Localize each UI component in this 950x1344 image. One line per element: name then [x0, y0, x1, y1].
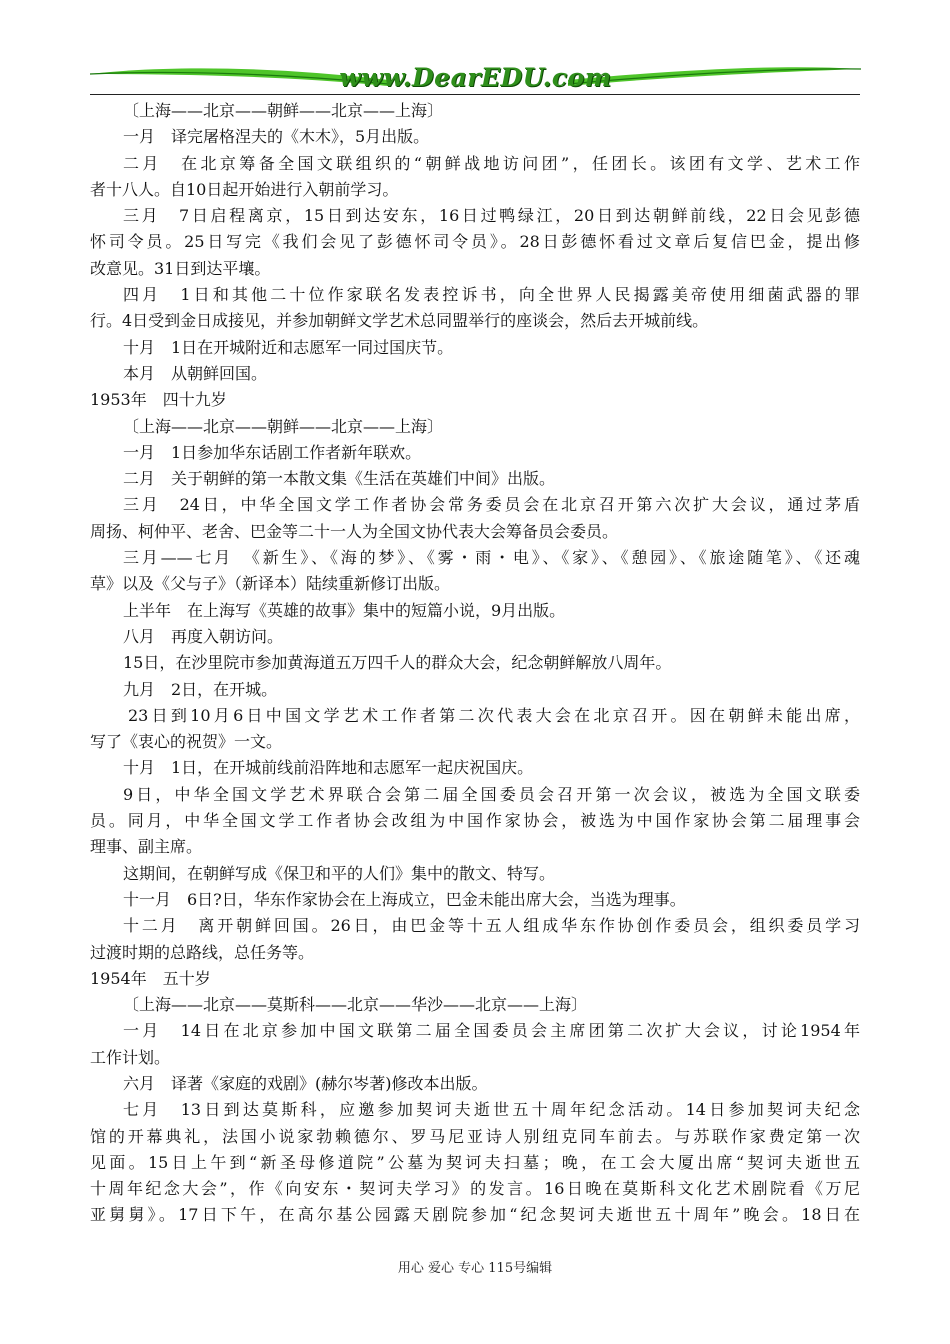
- text-line: 九月 2日，在开城。: [123, 679, 278, 699]
- site-header: [88, 60, 863, 96]
- text-line: 23日到10月6日中国文学艺术工作者第二次代表大会在北京召开。因在朝鲜未能出席，: [128, 705, 860, 725]
- header-rule: [90, 94, 860, 95]
- text-line: 十一月 6日?日，华东作家协会在上海成立，巴金未能出席大会，当选为理事。: [123, 889, 686, 909]
- text-line: 周扬、柯仲平、老舍、巴金等二十一人为全国文协代表大会筹备员会委员。: [90, 521, 619, 541]
- site-logo-text: www.DearEDU.com: [339, 63, 612, 92]
- text-line: 过渡时期的总路线，总任务等。: [90, 942, 315, 962]
- text-line: 二月 关于朝鲜的第一本散文集《生活在英雄们中间》出版。: [123, 469, 556, 489]
- text-line: 四月 1日和其他二十位作家联名发表控诉书，向全世界人民揭露美帝使用细菌武器的罪: [123, 285, 860, 305]
- text-line: 馆的开幕典礼，法国小说家勃赖德尔、罗马尼亚诗人别纽克同车前去。与苏联作家费定第一次: [90, 1126, 860, 1146]
- text-line: 这期间，在朝鲜写成《保卫和平的人们》集中的散文、特写。: [123, 863, 556, 883]
- text-line: 十月 1日在开城附近和志愿军一同过国庆节。: [123, 337, 454, 357]
- text-line: 十月 1日，在开城前线前沿阵地和志愿军一起庆祝国庆。: [123, 758, 534, 778]
- text-line: 三月 7日启程离京，15日到达安东，16日过鸭绿江，20日到达朝鲜前线，22日会见彭德: [123, 206, 860, 226]
- text-line: 二月 在北京筹备全国文联组织的“朝鲜战地访问团”，任团长。该团有文学、艺术工作: [123, 153, 860, 173]
- text-line: 七月 13日到达莫斯科，应邀参加契诃夫逝世五十周年纪念活动。14日参加契诃夫纪念: [123, 1100, 860, 1120]
- text-line: 亚舅舅》。17日下午，在高尔基公园露天剧院参加“纪念契诃夫逝世五十周年”晚会。18日在: [90, 1205, 860, 1225]
- text-line: 9日，中华全国文学艺术界联合会第二届全国委员会召开第一次会议，被选为全国文联委: [123, 784, 860, 804]
- text-line: 15日，在沙里院市参加黄海道五万四千人的群众大会，纪念朝鲜解放八周年。: [123, 653, 672, 673]
- text-line: 改意见。31日到达平壤。: [90, 258, 271, 278]
- text-line: 〔上海——北京——朝鲜——北京——上海〕: [123, 101, 444, 120]
- text-line: 一月 1日参加华东话剧工作者新年联欢。: [123, 442, 422, 462]
- text-line: 上半年 在上海写《英雄的故事》集中的短篇小说，9月出版。: [123, 600, 566, 620]
- text-line: 行。4日受到金日成接见，并参加朝鲜文学艺术总同盟举行的座谈会，然后去开城前线。: [90, 311, 709, 331]
- text-line: 八月 再度入朝访问。: [123, 626, 284, 646]
- document-body: [90, 98, 860, 1229]
- text-line: 一月 译完屠格涅夫的《木木》，5月出版。: [123, 127, 430, 147]
- text-line: 〔上海——北京——朝鲜——北京——上海〕: [123, 416, 444, 436]
- text-line: 见面。15日上午到“新圣母修道院”公墓为契诃夫扫墓；晚，在工会大厦出席“契诃夫逝世五: [90, 1152, 860, 1172]
- page-footer: 用心 爱心 专心 115号编辑: [397, 1261, 553, 1276]
- year-heading: 1954年 五十岁: [90, 968, 211, 988]
- text-line: 员。同月，中华全国文学工作者协会改组为中国作家协会，被选为中国作家协会第二届理事会: [90, 811, 860, 831]
- text-line: 三月——七月 《新生》、《海的梦》、《雾・雨・电》、《家》、《憩园》、《旅途随笔》、《还魂: [123, 548, 860, 568]
- text-line: 〔上海——北京——莫斯科——北京——华沙——北京——上海〕: [123, 995, 588, 1015]
- text-line: 怀司令员。25日写完《我们会见了彭德怀司令员》。28日彭德怀看过文章后复信巴金，提出修: [90, 232, 860, 252]
- text-line: 工作计划。: [90, 1047, 171, 1067]
- text-line: 一月 14日在北京参加中国文联第二届全国委员会主席团第二次扩大会议，讨论1954年: [123, 1021, 860, 1041]
- text-line: 理事、副主席。: [90, 837, 203, 857]
- text-line: 十周年纪念大会”，作《向安东・契诃夫学习》的发言。16日晚在莫斯科文化艺术剧院看《万尼: [90, 1179, 860, 1199]
- text-line: 本月 从朝鲜回国。: [123, 363, 268, 383]
- text-line: 十二月 离开朝鲜回国。26日，由巴金等十五人组成华东作协创作委员会，组织委员学习: [123, 916, 860, 936]
- text-line: 三月 24日，中华全国文学工作者协会常务委员会在北京召开第六次扩大会议，通过茅盾: [123, 495, 860, 515]
- text-line: 草》以及《父与子》（新译本）陆续重新修订出版。: [90, 574, 451, 594]
- year-heading: 1953年 四十九岁: [90, 390, 227, 410]
- text-line: 者十八人。自10日起开始进行入朝前学习。: [90, 179, 399, 199]
- text-line: 六月 译著《家庭的戏剧》(赫尔岑著)修改本出版。: [123, 1073, 488, 1093]
- text-line: 写了《衷心的祝贺》一文。: [90, 732, 283, 752]
